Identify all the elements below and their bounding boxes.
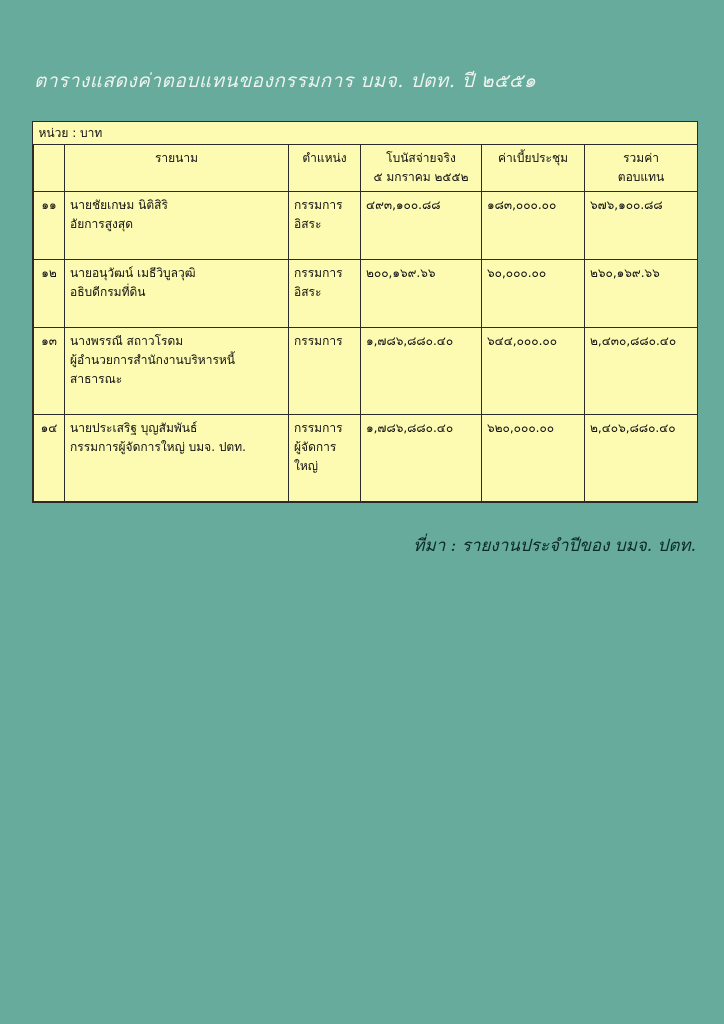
table [33, 122, 698, 502]
row-total: ๒๖๐,๑๖๙.๖๖ [585, 260, 698, 328]
name-line: นางพรรณี สถาวโรดม [70, 334, 184, 348]
position-line: อิสระ [294, 285, 322, 299]
table-row [34, 415, 698, 502]
position-line: ผู้จัดการ [294, 440, 337, 454]
header-allowance: ค่าเบี้ยประชุม [482, 145, 585, 192]
table-row [34, 260, 698, 328]
header-total-line2: ตอบแทน [617, 170, 665, 184]
row-position [289, 192, 361, 260]
row-name [65, 192, 289, 260]
position-line: กรรมการ [294, 198, 343, 212]
header-total [585, 145, 698, 192]
row-bonus: ๑,๗๘๖,๘๘๐.๔๐ [361, 328, 482, 415]
row-name [65, 415, 289, 502]
title-line: อัยการสูงสุด [70, 217, 133, 231]
name-line: นายชัยเกษม นิติสิริ [70, 198, 168, 212]
row-position [289, 415, 361, 502]
title-line: สาธารณะ [70, 372, 123, 386]
row-index: ๑๔ [34, 415, 65, 502]
header-index [34, 145, 65, 192]
unit-label: หน่วย : บาท [34, 122, 698, 145]
row-bonus: ๑,๗๘๖,๘๘๐.๔๐ [361, 415, 482, 502]
header-total-line1: รวมค่า [623, 151, 659, 165]
row-allowance: ๖๔๔,๐๐๐.๐๐ [482, 328, 585, 415]
row-total: ๖๗๖,๑๐๐.๘๘ [585, 192, 698, 260]
position-line: ใหญ่ [294, 459, 318, 473]
row-position [289, 328, 361, 415]
row-bonus: ๔๙๓,๑๐๐.๘๘ [361, 192, 482, 260]
row-index: ๑๒ [34, 260, 65, 328]
row-allowance: ๑๘๓,๐๐๐.๐๐ [482, 192, 585, 260]
header-bonus-line2: ๕ มกราคม ๒๕๕๒ [373, 170, 469, 184]
row-index: ๑๑ [34, 192, 65, 260]
row-name [65, 260, 289, 328]
table-row [34, 328, 698, 415]
page-title: ตารางแสดงค่าตอบแทนของกรรมการ บมจ. ปตท. ปี ๒๕๕๑ [34, 70, 537, 92]
position-line: กรรมการ [294, 266, 343, 280]
name-line: นายอนุวัฒน์ เมธีวิบูลวุฒิ [70, 266, 196, 280]
row-allowance: ๖๐,๐๐๐.๐๐ [482, 260, 585, 328]
row-total: ๒,๔๐๖,๘๘๐.๔๐ [585, 415, 698, 502]
title-line: อธิบดีกรมที่ดิน [70, 285, 146, 299]
header-position: ตำแหน่ง [289, 145, 361, 192]
header-row [34, 145, 698, 192]
header-name: รายนาม [65, 145, 289, 192]
title-line: กรรมการผู้จัดการใหญ่ บมจ. ปตท. [70, 440, 246, 454]
unit-row [34, 122, 698, 145]
row-position [289, 260, 361, 328]
name-line: นายประเสริฐ บุญสัมพันธ์ [70, 421, 198, 435]
compensation-table [32, 121, 698, 503]
row-index: ๑๓ [34, 328, 65, 415]
header-bonus-line1: โบนัสจ่ายจริง [386, 151, 456, 165]
row-bonus: ๒๐๐,๑๖๙.๖๖ [361, 260, 482, 328]
row-total: ๒,๔๓๐,๘๘๐.๔๐ [585, 328, 698, 415]
source-note: ที่มา : รายงานประจำปีของ บมจ. ปตท. [413, 536, 696, 556]
position-line: กรรมการ [294, 421, 343, 435]
row-allowance: ๖๒๐,๐๐๐.๐๐ [482, 415, 585, 502]
title-line: ผู้อำนวยการสำนักงานบริหารหนี้ [70, 353, 235, 367]
table-row [34, 192, 698, 260]
header-bonus [361, 145, 482, 192]
row-name [65, 328, 289, 415]
position-line: อิสระ [294, 217, 322, 231]
position-line: กรรมการ [294, 334, 343, 348]
